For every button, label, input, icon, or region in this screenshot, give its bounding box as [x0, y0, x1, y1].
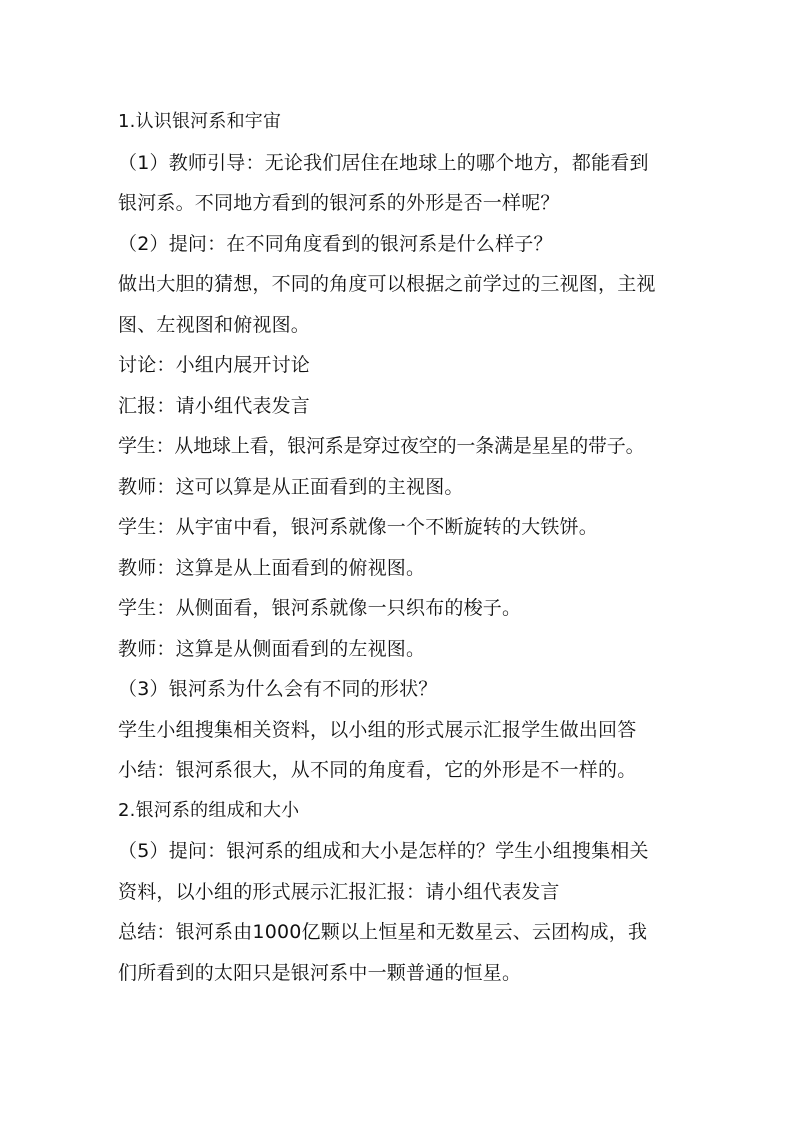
paragraph-line: 银河系。不同地方看到的银河系的外形是否一样呢？ — [118, 192, 560, 214]
section-heading-2: 2.银河系的组成和大小 — [118, 799, 300, 821]
paragraph-line: 学生：从侧面看，银河系就像一只织布的梭子。 — [118, 597, 522, 619]
paragraph-line: 学生：从宇宙中看，银河系就像一个不断旋转的大铁饼。 — [118, 516, 599, 538]
paragraph-line: 总结：银河系由1000亿颗以上恒星和无数星云、云团构成，我 — [118, 921, 648, 943]
paragraph-line: 讨论：小组内展开讨论 — [118, 354, 311, 376]
paragraph-line: （1）教师引导：无论我们居住在地球上的哪个地方，都能看到 — [118, 151, 649, 174]
paragraph-line: 汇报：请小组代表发言 — [118, 394, 311, 417]
document-body — [118, 102, 688, 993]
paragraph-line: 们所看到的太阳只是银河系中一颗普通的恒星。 — [118, 961, 522, 984]
paragraph-line: （2）提问：在不同角度看到的银河系是什么样子？ — [118, 232, 553, 255]
paragraph-line: 图、左视图和俯视图。 — [118, 313, 311, 336]
paragraph-line: 学生：从地球上看，银河系是穿过夜空的一条满是星星的带子。 — [118, 435, 645, 457]
paragraph-line: 教师：这可以算是从正面看到的主视图。 — [118, 475, 464, 498]
paragraph-line: 小结：银河系很大，从不同的角度看，它的外形是不一样的。 — [118, 759, 637, 781]
paragraph-line: 做出大胆的猜想，不同的角度可以根据之前学过的三视图，主视 — [118, 273, 656, 295]
paragraph-line: 学生小组搜集相关资料，以小组的形式展示汇报学生做出回答 — [118, 718, 637, 741]
paragraph-line: （5）提问：银河系的组成和大小是怎样的？学生小组搜集相关 — [118, 840, 649, 862]
paragraph-line: （3）银河系为什么会有不同的形状？ — [118, 678, 438, 700]
paragraph-line: 资料，以小组的形式展示汇报汇报：请小组代表发言 — [118, 880, 560, 903]
paragraph-line: 教师：这算是从侧面看到的左视图。 — [118, 637, 426, 660]
section-heading-1: 1.认识银河系和宇宙 — [118, 111, 282, 132]
paragraph-line: 教师：这算是从上面看到的俯视图。 — [118, 556, 426, 579]
